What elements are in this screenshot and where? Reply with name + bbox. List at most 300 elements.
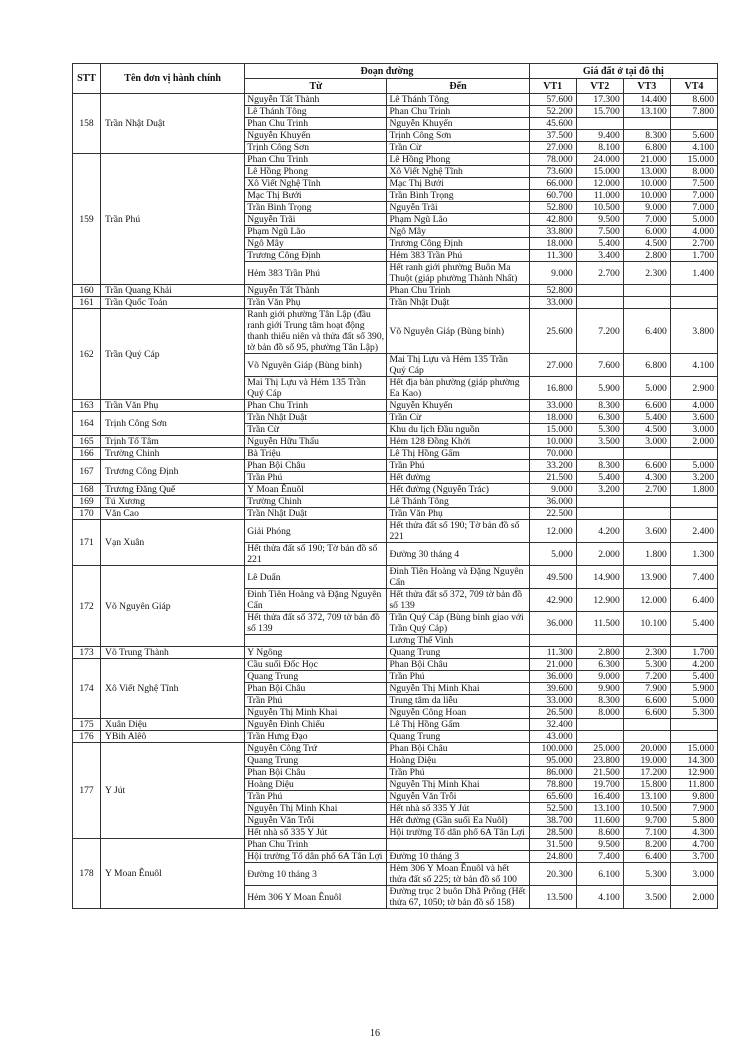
cell-vt3 xyxy=(623,719,670,731)
cell-unit-name: Vạn Xuân xyxy=(101,520,245,566)
cell-to: Quang Trung xyxy=(387,731,529,743)
cell-vt3: 6.600 xyxy=(623,460,670,472)
cell-stt: 167 xyxy=(73,460,101,484)
cell-vt1: 43.000 xyxy=(529,731,576,743)
cell-stt: 165 xyxy=(73,436,101,448)
cell-vt2 xyxy=(576,508,623,520)
cell-vt2: 21.500 xyxy=(576,767,623,779)
cell-vt4: 1.700 xyxy=(670,250,717,262)
cell-vt4: 4.100 xyxy=(670,354,717,377)
cell-vt1: 21.000 xyxy=(529,659,576,671)
cell-vt2: 8.300 xyxy=(576,695,623,707)
cell-vt2: 12.000 xyxy=(576,178,623,190)
cell-vt1: 52.800 xyxy=(529,202,576,214)
header-vt3: VT3 xyxy=(623,79,670,94)
cell-to: Trần Phú xyxy=(387,671,529,683)
cell-from: Y Moan Ênuôl xyxy=(245,484,387,496)
cell-to: Trung tâm da liễu xyxy=(387,695,529,707)
cell-vt1: 10.000 xyxy=(529,436,576,448)
cell-vt1: 86.000 xyxy=(529,767,576,779)
table-body xyxy=(73,94,718,909)
cell-vt3: 13.900 xyxy=(623,566,670,589)
cell-vt2: 3.400 xyxy=(576,250,623,262)
cell-to: Trương Công Định xyxy=(387,238,529,250)
cell-vt1: 36.000 xyxy=(529,496,576,508)
cell-vt1: 27.000 xyxy=(529,354,576,377)
cell-from: Ngô Mây xyxy=(245,238,387,250)
cell-to: Nguyễn Khuyến xyxy=(387,400,529,412)
cell-vt2: 9.900 xyxy=(576,683,623,695)
cell-vt4: 7.900 xyxy=(670,803,717,815)
cell-to: Đường trục 2 buôn Dhă Prông (Hết thửa 67, 1050; tờ bản đồ số 158) xyxy=(387,886,529,909)
cell-vt2: 16.400 xyxy=(576,791,623,803)
cell-vt1: 36.000 xyxy=(529,671,576,683)
cell-vt2 xyxy=(576,719,623,731)
cell-vt1: 65.600 xyxy=(529,791,576,803)
cell-vt2: 4.100 xyxy=(576,886,623,909)
cell-vt2: 3.200 xyxy=(576,484,623,496)
cell-vt1: 39.600 xyxy=(529,683,576,695)
cell-vt4: 7.400 xyxy=(670,566,717,589)
cell-vt1: 42.800 xyxy=(529,214,576,226)
cell-vt2: 23.800 xyxy=(576,755,623,767)
cell-from xyxy=(245,635,387,647)
cell-stt: 178 xyxy=(73,839,101,909)
cell-unit-name: Trần Văn Phụ xyxy=(101,400,245,412)
table-row xyxy=(73,839,718,851)
cell-vt3: 12.000 xyxy=(623,589,670,612)
cell-vt2: 7.200 xyxy=(576,309,623,354)
cell-vt2: 12.900 xyxy=(576,589,623,612)
cell-vt3: 15.800 xyxy=(623,779,670,791)
table-row xyxy=(73,731,718,743)
cell-to: Phan Bội Châu xyxy=(387,659,529,671)
cell-from: Mạc Thị Bưởi xyxy=(245,190,387,202)
cell-vt3: 7.200 xyxy=(623,671,670,683)
cell-vt1: 33.200 xyxy=(529,460,576,472)
cell-vt4 xyxy=(670,635,717,647)
cell-vt2: 5.300 xyxy=(576,424,623,436)
cell-to: Quang Trung xyxy=(387,647,529,659)
cell-vt4: 12.900 xyxy=(670,767,717,779)
cell-vt4 xyxy=(670,731,717,743)
cell-from: Trường Chinh xyxy=(245,496,387,508)
cell-vt2: 3.500 xyxy=(576,436,623,448)
cell-vt2: 9.000 xyxy=(576,671,623,683)
cell-to: Đường 30 tháng 4 xyxy=(387,543,529,566)
cell-vt4: 2.000 xyxy=(670,886,717,909)
land-price-table xyxy=(72,63,718,909)
cell-to: Hết ranh giới phường Buôn Ma Thuột (giáp phường Thành Nhất) xyxy=(387,262,529,285)
cell-vt4: 5.400 xyxy=(670,612,717,635)
cell-unit-name: Trường Chinh xyxy=(101,448,245,460)
cell-vt1: 13.500 xyxy=(529,886,576,909)
cell-from: Phan Chu Trinh xyxy=(245,154,387,166)
cell-from: Phạm Ngũ Lão xyxy=(245,226,387,238)
cell-from: Nguyễn Trãi xyxy=(245,214,387,226)
cell-from: Trần Phú xyxy=(245,791,387,803)
cell-vt3: 10.500 xyxy=(623,803,670,815)
cell-from: Nguyễn Văn Trỗi xyxy=(245,815,387,827)
cell-stt: 158 xyxy=(73,94,101,154)
cell-from: Đinh Tiên Hoàng và Đặng Nguyên Cẩn xyxy=(245,589,387,612)
cell-vt2: 11.600 xyxy=(576,815,623,827)
table-row xyxy=(73,448,718,460)
cell-from: Trần Cừ xyxy=(245,424,387,436)
cell-vt4: 1.700 xyxy=(670,647,717,659)
cell-to: Hết thửa đất số 372, 709 tờ bản đồ số 139 xyxy=(387,589,529,612)
cell-to: Hẻm 383 Trần Phú xyxy=(387,250,529,262)
table-row xyxy=(73,566,718,589)
cell-vt3: 21.000 xyxy=(623,154,670,166)
cell-vt4: 5.400 xyxy=(670,671,717,683)
cell-vt4: 4.100 xyxy=(670,142,717,154)
cell-to: Hết đường xyxy=(387,472,529,484)
cell-to: Hội trường Tổ dân phố 6A Tân Lợi xyxy=(387,827,529,839)
cell-stt: 170 xyxy=(73,508,101,520)
cell-vt2: 2.700 xyxy=(576,262,623,285)
cell-vt2: 8.000 xyxy=(576,707,623,719)
cell-vt3: 2.700 xyxy=(623,484,670,496)
cell-vt2: 9.400 xyxy=(576,130,623,142)
cell-vt1: 11.300 xyxy=(529,647,576,659)
cell-vt4: 4.000 xyxy=(670,226,717,238)
cell-vt2 xyxy=(576,635,623,647)
cell-vt1: 20.300 xyxy=(529,863,576,886)
cell-to: Nguyễn Trãi xyxy=(387,202,529,214)
cell-vt1: 52.500 xyxy=(529,803,576,815)
cell-vt3: 17.200 xyxy=(623,767,670,779)
cell-vt2 xyxy=(576,448,623,460)
cell-to: Lê Hồng Phong xyxy=(387,154,529,166)
cell-from: Võ Nguyên Giáp (Bùng binh) xyxy=(245,354,387,377)
cell-from: Phan Chu Trinh xyxy=(245,118,387,130)
cell-to: Trần Bình Trọng xyxy=(387,190,529,202)
cell-vt1: 70.000 xyxy=(529,448,576,460)
cell-vt4: 7.000 xyxy=(670,190,717,202)
cell-from: Phan Chu Trinh xyxy=(245,400,387,412)
cell-from: Trần Nhật Duật xyxy=(245,508,387,520)
cell-vt3: 4.500 xyxy=(623,424,670,436)
cell-to: Nguyễn Văn Trỗi xyxy=(387,791,529,803)
cell-to: Khu du lịch Đầu nguồn xyxy=(387,424,529,436)
cell-vt3: 8.300 xyxy=(623,130,670,142)
cell-vt1: 37.500 xyxy=(529,130,576,142)
cell-vt1: 57.600 xyxy=(529,94,576,106)
cell-to: Nguyễn Thị Minh Khai xyxy=(387,683,529,695)
cell-stt: 172 xyxy=(73,566,101,647)
cell-vt3: 7.000 xyxy=(623,214,670,226)
table-row xyxy=(73,309,718,354)
cell-vt2: 13.100 xyxy=(576,803,623,815)
cell-vt3: 3.500 xyxy=(623,886,670,909)
cell-vt4: 2.000 xyxy=(670,436,717,448)
cell-vt1: 18.000 xyxy=(529,238,576,250)
cell-vt1: 5.000 xyxy=(529,543,576,566)
cell-stt: 164 xyxy=(73,412,101,436)
table-row xyxy=(73,285,718,297)
cell-from: Quang Trung xyxy=(245,671,387,683)
cell-to: Trịnh Công Sơn xyxy=(387,130,529,142)
cell-vt4: 3.600 xyxy=(670,412,717,424)
cell-to: Trần Nhật Duật xyxy=(387,297,529,309)
cell-vt2: 2.800 xyxy=(576,647,623,659)
cell-from: Trương Công Định xyxy=(245,250,387,262)
cell-unit-name: Y Jút xyxy=(101,743,245,839)
cell-stt: 162 xyxy=(73,309,101,400)
cell-vt2: 7.400 xyxy=(576,851,623,863)
cell-unit-name: Trần Phú xyxy=(101,154,245,285)
page-number: 16 xyxy=(370,1028,380,1039)
cell-vt1: 52.200 xyxy=(529,106,576,118)
header-vt2: VT2 xyxy=(576,79,623,94)
cell-to: Hết đường (Gần suối Ea Nuôl) xyxy=(387,815,529,827)
cell-vt3: 10.000 xyxy=(623,190,670,202)
cell-unit-name: Trần Quý Cáp xyxy=(101,309,245,400)
cell-from: Giải Phóng xyxy=(245,520,387,543)
cell-unit-name: Văn Cao xyxy=(101,508,245,520)
cell-vt3: 3.600 xyxy=(623,520,670,543)
cell-vt1: 27.000 xyxy=(529,142,576,154)
cell-vt2: 5.400 xyxy=(576,472,623,484)
cell-vt4: 5.600 xyxy=(670,130,717,142)
cell-vt4: 2.900 xyxy=(670,377,717,400)
table-row xyxy=(73,436,718,448)
cell-vt4: 1.800 xyxy=(670,484,717,496)
cell-vt4: 4.200 xyxy=(670,659,717,671)
cell-vt1: 45.600 xyxy=(529,118,576,130)
cell-vt3: 2.800 xyxy=(623,250,670,262)
cell-vt2 xyxy=(576,496,623,508)
cell-unit-name: Trương Đăng Quế xyxy=(101,484,245,496)
cell-vt4: 15.000 xyxy=(670,154,717,166)
cell-vt4: 4.300 xyxy=(670,827,717,839)
cell-vt4 xyxy=(670,285,717,297)
cell-vt2 xyxy=(576,297,623,309)
cell-vt3 xyxy=(623,285,670,297)
cell-from: Đường 10 tháng 3 xyxy=(245,863,387,886)
cell-vt1 xyxy=(529,635,576,647)
cell-to: Lê Thị Hồng Gấm xyxy=(387,719,529,731)
cell-vt4: 5.000 xyxy=(670,695,717,707)
cell-vt2: 6.300 xyxy=(576,412,623,424)
cell-vt1: 100.000 xyxy=(529,743,576,755)
cell-vt4 xyxy=(670,496,717,508)
cell-vt3: 6.600 xyxy=(623,695,670,707)
cell-vt3: 13.100 xyxy=(623,791,670,803)
table-row xyxy=(73,297,718,309)
header-from: Từ xyxy=(245,79,387,94)
cell-from: Nguyễn Hữu Thấu xyxy=(245,436,387,448)
cell-vt1: 26.500 xyxy=(529,707,576,719)
cell-vt3: 4.500 xyxy=(623,238,670,250)
cell-from: Lê Thánh Tông xyxy=(245,106,387,118)
cell-from: Hoàng Diệu xyxy=(245,779,387,791)
cell-vt3: 5.400 xyxy=(623,412,670,424)
cell-vt4: 3.000 xyxy=(670,863,717,886)
cell-stt: 174 xyxy=(73,659,101,719)
cell-vt1: 33.000 xyxy=(529,297,576,309)
cell-vt4: 5.900 xyxy=(670,683,717,695)
cell-vt2: 11.500 xyxy=(576,612,623,635)
cell-unit-name: Tú Xương xyxy=(101,496,245,508)
cell-from: Nguyễn Tất Thành xyxy=(245,94,387,106)
cell-to: Võ Nguyên Giáp (Bùng binh) xyxy=(387,309,529,354)
cell-vt4: 8.600 xyxy=(670,94,717,106)
cell-from: Hội trường Tổ dân phố 6A Tân Lợi xyxy=(245,851,387,863)
cell-vt1: 28.500 xyxy=(529,827,576,839)
cell-vt4: 7.000 xyxy=(670,202,717,214)
cell-vt3: 5.300 xyxy=(623,863,670,886)
header-to: Đến xyxy=(387,79,529,94)
cell-stt: 166 xyxy=(73,448,101,460)
cell-vt3: 4.300 xyxy=(623,472,670,484)
cell-vt1: 9.000 xyxy=(529,262,576,285)
cell-stt: 173 xyxy=(73,647,101,659)
cell-from: Trần Văn Phụ xyxy=(245,297,387,309)
cell-vt4: 7.800 xyxy=(670,106,717,118)
cell-vt1: 21.500 xyxy=(529,472,576,484)
cell-to: Trần Văn Phụ xyxy=(387,508,529,520)
cell-vt3: 13.100 xyxy=(623,106,670,118)
cell-vt3: 1.800 xyxy=(623,543,670,566)
cell-to: Hẻm 306 Y Moan Ênuôl và hết thửa đất số 225; tờ bản đồ số 100 xyxy=(387,863,529,886)
cell-vt2: 24.000 xyxy=(576,154,623,166)
cell-vt3: 20.000 xyxy=(623,743,670,755)
cell-vt2: 10.500 xyxy=(576,202,623,214)
cell-unit-name: Xuân Diệu xyxy=(101,719,245,731)
cell-from: Nguyễn Tất Thành xyxy=(245,285,387,297)
cell-to: Mạc Thị Bưởi xyxy=(387,178,529,190)
cell-vt4: 14.300 xyxy=(670,755,717,767)
cell-vt4: 3.200 xyxy=(670,472,717,484)
header-segment: Đoạn đường xyxy=(245,64,529,79)
table-row xyxy=(73,719,718,731)
table-row xyxy=(73,496,718,508)
cell-vt4: 2.400 xyxy=(670,520,717,543)
cell-vt3: 2.300 xyxy=(623,647,670,659)
cell-vt3: 13.000 xyxy=(623,166,670,178)
cell-vt1: 9.000 xyxy=(529,484,576,496)
cell-vt3: 6.000 xyxy=(623,226,670,238)
cell-vt2 xyxy=(576,731,623,743)
table-row xyxy=(73,743,718,755)
cell-vt4: 9.800 xyxy=(670,791,717,803)
cell-to: Trần Phú xyxy=(387,767,529,779)
cell-vt2: 2.000 xyxy=(576,543,623,566)
cell-unit-name: YBih Alêô xyxy=(101,731,245,743)
cell-vt3: 6.400 xyxy=(623,851,670,863)
cell-from: Trần Phú xyxy=(245,695,387,707)
cell-vt3: 5.300 xyxy=(623,659,670,671)
cell-vt3 xyxy=(623,635,670,647)
cell-vt2: 19.700 xyxy=(576,779,623,791)
cell-vt3: 7.900 xyxy=(623,683,670,695)
cell-vt3: 6.400 xyxy=(623,309,670,354)
cell-to: Phan Chu Trinh xyxy=(387,106,529,118)
cell-vt1: 16.800 xyxy=(529,377,576,400)
cell-vt2: 9.500 xyxy=(576,214,623,226)
cell-vt4: 3.700 xyxy=(670,851,717,863)
cell-vt4: 4.000 xyxy=(670,400,717,412)
cell-vt1: 38.700 xyxy=(529,815,576,827)
cell-vt2: 4.200 xyxy=(576,520,623,543)
cell-from: Phan Bội Châu xyxy=(245,767,387,779)
cell-vt1: 12.000 xyxy=(529,520,576,543)
cell-vt4: 1.400 xyxy=(670,262,717,285)
cell-from: Trần Hưng Đạo xyxy=(245,731,387,743)
cell-stt: 176 xyxy=(73,731,101,743)
header-unit: Tên đơn vị hành chính xyxy=(101,64,245,94)
cell-vt3: 2.300 xyxy=(623,262,670,285)
cell-stt: 159 xyxy=(73,154,101,285)
cell-vt1: 60.700 xyxy=(529,190,576,202)
cell-vt4 xyxy=(670,448,717,460)
cell-vt1: 25.600 xyxy=(529,309,576,354)
cell-vt1: 78.000 xyxy=(529,154,576,166)
cell-vt3: 9.000 xyxy=(623,202,670,214)
cell-to: Hẻm 128 Đồng Khởi xyxy=(387,436,529,448)
cell-from: Trần Nhật Duật xyxy=(245,412,387,424)
cell-vt1: 18.000 xyxy=(529,412,576,424)
cell-vt3: 5.000 xyxy=(623,377,670,400)
cell-unit-name: Y Moan Ênuôl xyxy=(101,839,245,909)
cell-vt1: 33.000 xyxy=(529,695,576,707)
cell-to: Trần Phú xyxy=(387,460,529,472)
cell-vt3: 7.100 xyxy=(623,827,670,839)
cell-vt4: 2.700 xyxy=(670,238,717,250)
header-vt1: VT1 xyxy=(529,79,576,94)
cell-to: Trần Cừ xyxy=(387,142,529,154)
cell-vt3: 14.400 xyxy=(623,94,670,106)
cell-vt2: 15.000 xyxy=(576,166,623,178)
cell-vt2: 15.700 xyxy=(576,106,623,118)
cell-unit-name: Trương Công Định xyxy=(101,460,245,484)
cell-vt1: 78.800 xyxy=(529,779,576,791)
cell-vt2: 8.300 xyxy=(576,460,623,472)
cell-vt3: 6.800 xyxy=(623,142,670,154)
cell-vt2: 6.100 xyxy=(576,863,623,886)
cell-vt4: 5.000 xyxy=(670,214,717,226)
cell-vt1: 24.800 xyxy=(529,851,576,863)
cell-vt3 xyxy=(623,731,670,743)
cell-vt4: 3.800 xyxy=(670,309,717,354)
cell-from: Mai Thị Lựu và Hẻm 135 Trần Quý Cáp xyxy=(245,377,387,400)
document-page xyxy=(72,63,718,909)
header-vt4: VT4 xyxy=(670,79,717,94)
cell-from: Hẻm 306 Y Moan Ênuôl xyxy=(245,886,387,909)
cell-vt3: 10.100 xyxy=(623,612,670,635)
cell-to: Xô Viết Nghệ Tĩnh xyxy=(387,166,529,178)
cell-vt4 xyxy=(670,118,717,130)
cell-from: Nguyễn Đình Chiểu xyxy=(245,719,387,731)
cell-to xyxy=(387,839,529,851)
cell-to: Đường 10 tháng 3 xyxy=(387,851,529,863)
cell-vt1: 36.000 xyxy=(529,612,576,635)
cell-vt2: 5.400 xyxy=(576,238,623,250)
cell-stt: 168 xyxy=(73,484,101,496)
cell-from: Phan Bội Châu xyxy=(245,460,387,472)
cell-stt: 161 xyxy=(73,297,101,309)
cell-vt2: 11.000 xyxy=(576,190,623,202)
cell-vt4: 8.000 xyxy=(670,166,717,178)
cell-from: Trịnh Công Sơn xyxy=(245,142,387,154)
cell-from: Xô Viết Nghệ Tĩnh xyxy=(245,178,387,190)
cell-unit-name: Võ Nguyên Giáp xyxy=(101,566,245,647)
cell-to: Ngô Mây xyxy=(387,226,529,238)
cell-to: Lương Thế Vinh xyxy=(387,635,529,647)
cell-vt3: 19.000 xyxy=(623,755,670,767)
